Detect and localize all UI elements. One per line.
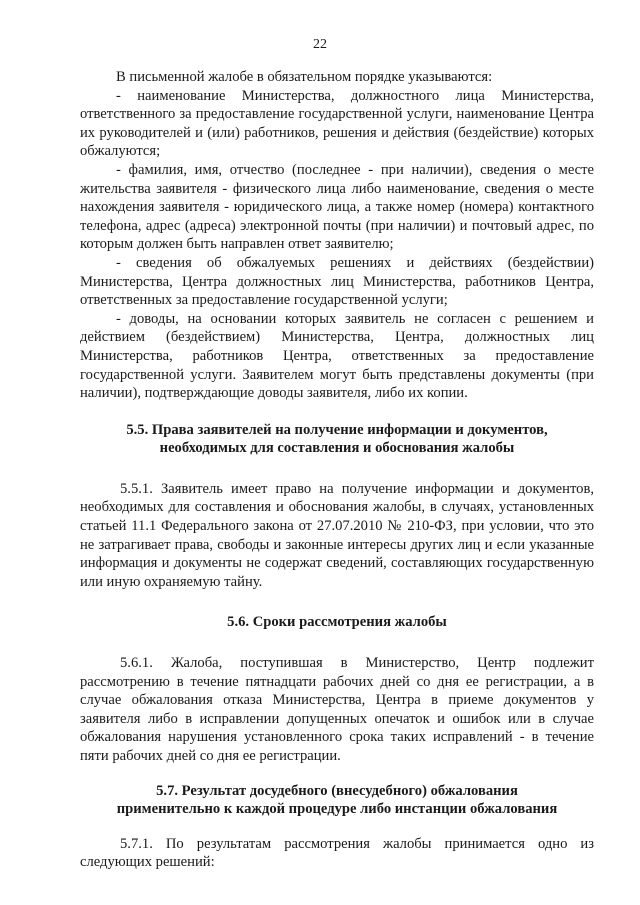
heading-line: 5.5. Права заявителей на получение информации и документов, [126, 421, 548, 438]
heading-line: необходимых для составления и обоснования жалобы [159, 440, 515, 457]
section-heading-5-6: 5.6. Сроки рассмотрения жалобы [227, 614, 447, 631]
list-item: - доводы, на основании которых заявитель не согласен с решением и действием (бездействием) Министерства, Центра, должностных лиц Министерства, работников Центра, ответственных за предоставление государственной услуги. Заявителем могут быть представлены документы (при наличии), подтверждающие доводы заявителя, либо их копии. [80, 310, 594, 402]
heading-line: 5.7. Результат досудебного (внесудебного) обжалования [156, 782, 518, 799]
paragraph-5-7-1: 5.7.1. По результатам рассмотрения жалобы принимается одно из следующих решений: [80, 835, 594, 871]
page-number: 22 [313, 37, 327, 52]
document-body [80, 68, 594, 872]
paragraph-5-5-1: 5.5.1. Заявитель имеет право на получение информации и документов, необходимых для составления и обоснования жалобы, в случаях, установленных статьей 11.1 Федерального закона от 27.07.2010 № 210-ФЗ, при условии, что это не затрагивает права, свободы и законные интересы других лиц и если указанные информация и документы не содержат сведений, составляющих государственную или иную охраняемую тайну. [80, 480, 594, 590]
list-item: - фамилия, имя, отчество (последнее - при наличии), сведения о месте жительства заявителя - физического лица либо наименование, сведения о месте нахождения заявителя - юридического лица, а также номер (номера) контактного телефона, адрес (адреса) электронной почты (при наличии) и почтовый адрес, по которым должен быть направлен ответ заявителю; [80, 161, 594, 253]
intro-paragraph: В письменной жалобе в обязательном порядке указываются: [116, 69, 493, 85]
paragraph-5-6-1: 5.6.1. Жалоба, поступившая в Министерство, Центр подлежит рассмотрению в течение пятнадцати рабочих дней со дня ее регистрации, а в случае обжалования отказа Министерства, Центра в приеме документов у заявителя либо в исправлении допущенных опечаток и ошибок или в случае обжалования нарушения установленного срока таких исправлений - в течение пяти рабочих дней со дня ее регистрации. [80, 655, 594, 764]
section-heading-5-7 [80, 782, 594, 819]
heading-line: применительно к каждой процедуре либо инстанции обжалования [116, 801, 558, 818]
list-item: - сведения об обжалуемых решениях и действиях (бездействии) Министерства, Центра должностных лиц Министерства, работников Центра, ответственных за предоставление государственной услуги; [80, 254, 594, 309]
section-heading-5-5 [80, 421, 594, 458]
list-item: - наименование Министерства, должностного лица Министерства, ответственного за предоставление государственной услуги, наименование Центра их руководителей и (или) работников, решения и действия (бездействие) которых обжалуются; [80, 87, 594, 160]
